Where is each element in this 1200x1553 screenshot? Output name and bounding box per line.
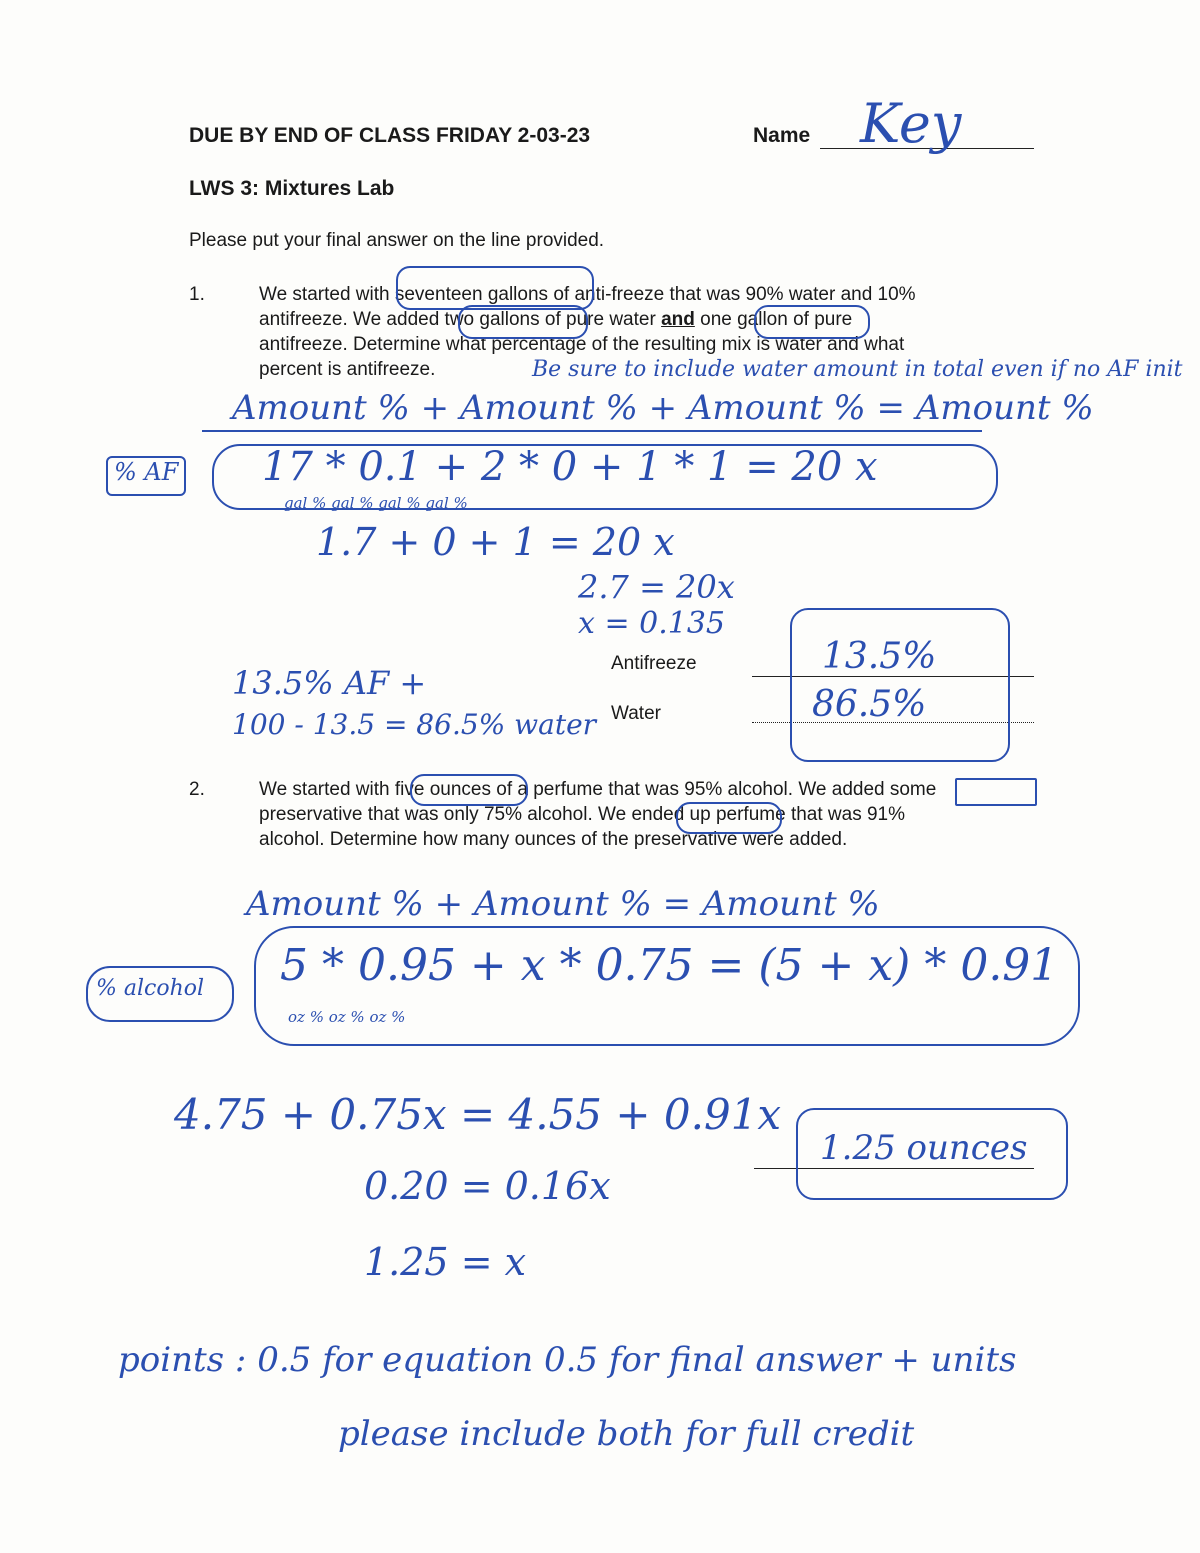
problem2-equation: 5 * 0.95 + x * 0.75 = (5 + x) * 0.91 — [280, 940, 1059, 991]
problem1-line3: antifreeze. Determine what percentage of the resulting mix is water and what — [259, 334, 905, 355]
problem2-tag: % alcohol — [96, 976, 205, 1001]
name-value: Key — [860, 92, 962, 155]
problem1-line2: antifreeze. We added two gallons of pure water and one gallon of pure — [259, 309, 853, 330]
problem2-number: 2. — [189, 779, 205, 800]
problem1-equation: 17 * 0.1 + 2 * 0 + 1 * 1 = 20 x — [262, 444, 878, 490]
problem1-line4: percent is antifreeze. — [259, 359, 436, 380]
answer-antifreeze: 13.5% — [822, 636, 937, 677]
problem2-units: oz % oz % oz % — [288, 1008, 406, 1026]
problem1-equation-header: Amount % + Amount % + Amount % = Amount % — [232, 388, 1094, 428]
circle-five-ounces — [410, 774, 528, 806]
problem1-line1: We started with seventeen gallons of anti-freeze that was 90% water and 10% — [259, 284, 916, 305]
answer-problem2: 1.25 ounces — [820, 1128, 1028, 1168]
problem1-work2: 100 - 13.5 = 86.5% water — [232, 708, 597, 741]
problem1-tag: % AF — [114, 458, 179, 486]
problem2-line2: preservative that was only 75% alcohol. We ended up perfume that was 91% — [259, 804, 906, 825]
label-water: Water — [611, 703, 661, 724]
problem1-units: gal % gal % gal % gal % — [284, 494, 468, 512]
problem1-step4: x = 0.135 — [578, 606, 726, 641]
problem1-step2: 1.7 + 0 + 1 = 20 x — [316, 520, 675, 564]
circle-seventeen-gallons — [396, 266, 594, 310]
circle-one-gallon — [754, 305, 870, 339]
problem1-work1: 13.5% AF + — [232, 664, 427, 702]
box-some — [955, 778, 1037, 806]
circle-two-gallons — [458, 305, 588, 339]
problem2-line3: alcohol. Determine how many ounces of the preservative were added. — [259, 829, 848, 850]
name-label: Name — [753, 124, 811, 147]
problem1-number: 1. — [189, 284, 205, 305]
header-underline — [202, 430, 982, 432]
problem2-step2: 4.75 + 0.75x = 4.55 + 0.91x — [174, 1090, 782, 1139]
due-date-heading: DUE BY END OF CLASS FRIDAY 2-03-23 — [189, 124, 591, 147]
problem2-step3: 0.20 = 0.16x — [364, 1164, 611, 1208]
problem1-note: Be sure to include water amount in total even if no AF init — [532, 357, 1183, 382]
points-line1: points : 0.5 for equation 0.5 for final answer + units — [118, 1340, 1017, 1380]
worksheet-title: LWS 3: Mixtures Lab — [189, 177, 395, 200]
points-line2: please include both for full credit — [338, 1414, 915, 1454]
answer-water: 86.5% — [812, 684, 927, 725]
label-antifreeze: Antifreeze — [611, 653, 697, 674]
problem2-line1: We started with five ounces of a perfume that was 95% alcohol. We added some — [259, 779, 937, 800]
circle-ended-up — [676, 802, 782, 834]
problem1-step3: 2.7 = 20x — [578, 568, 735, 606]
instructions: Please put your final answer on the line provided. — [189, 230, 605, 251]
problem2-step4: 1.25 = x — [364, 1240, 527, 1284]
problem2-equation-header: Amount % + Amount % = Amount % — [246, 884, 880, 924]
